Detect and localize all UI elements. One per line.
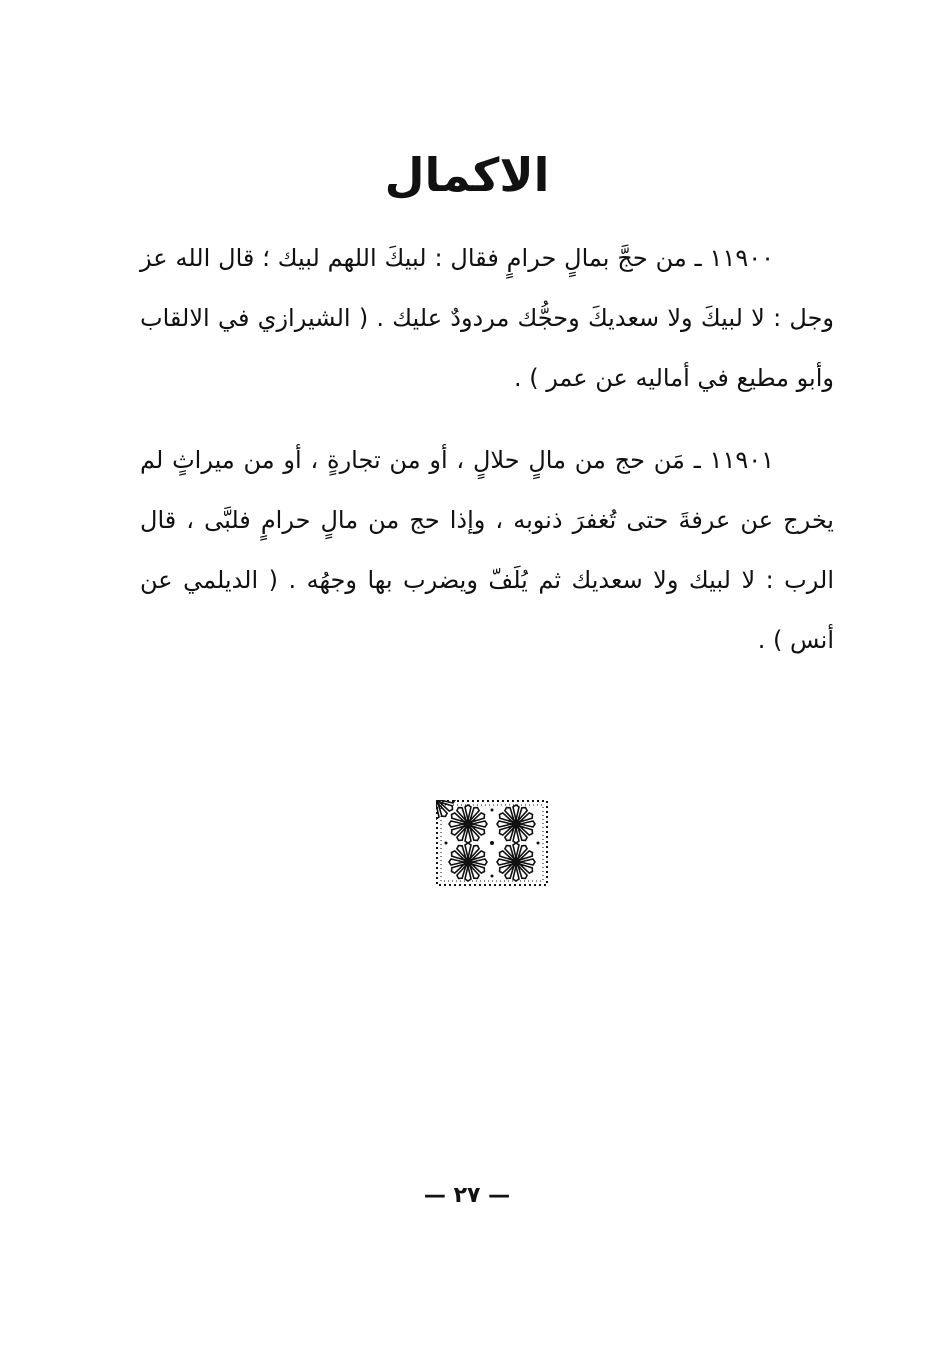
page-title: الاكمال — [384, 148, 550, 202]
decorative-ornament-icon — [436, 800, 548, 886]
page-number: — ٢٧ — — [423, 1183, 511, 1208]
hadith-text: ١١٩٠٠ ـ من حجَّ بمالٍ حرامٍ فقال : لبيكَ اللهم لبيك ؛ قال الله عز وجل : لا لبيكَ ولا سعديكَ وحجُّك مردودٌ عليك . ( الشيرازي في الالقاب وأبو مطيع في أماليه عن عمر ) . — [140, 244, 834, 392]
hadith-11901 — [140, 430, 834, 670]
hadith-11900 — [140, 228, 834, 408]
hadith-text: ١١٩٠١ ـ مَن حج من مالٍ حلالٍ ، أو من تجارةٍ ، أو من ميراثٍ لم يخرج عن عرفةَ حتى تُغفرَ ذنوبه ، وإذا حج من مالٍ حرامٍ فلبَّى ، قال الرب : لا لبيك ولا سعديك ثم يُلَفّ ويضرب بها وجهُه . ( الديلمي عن أنس ) . — [140, 446, 834, 654]
